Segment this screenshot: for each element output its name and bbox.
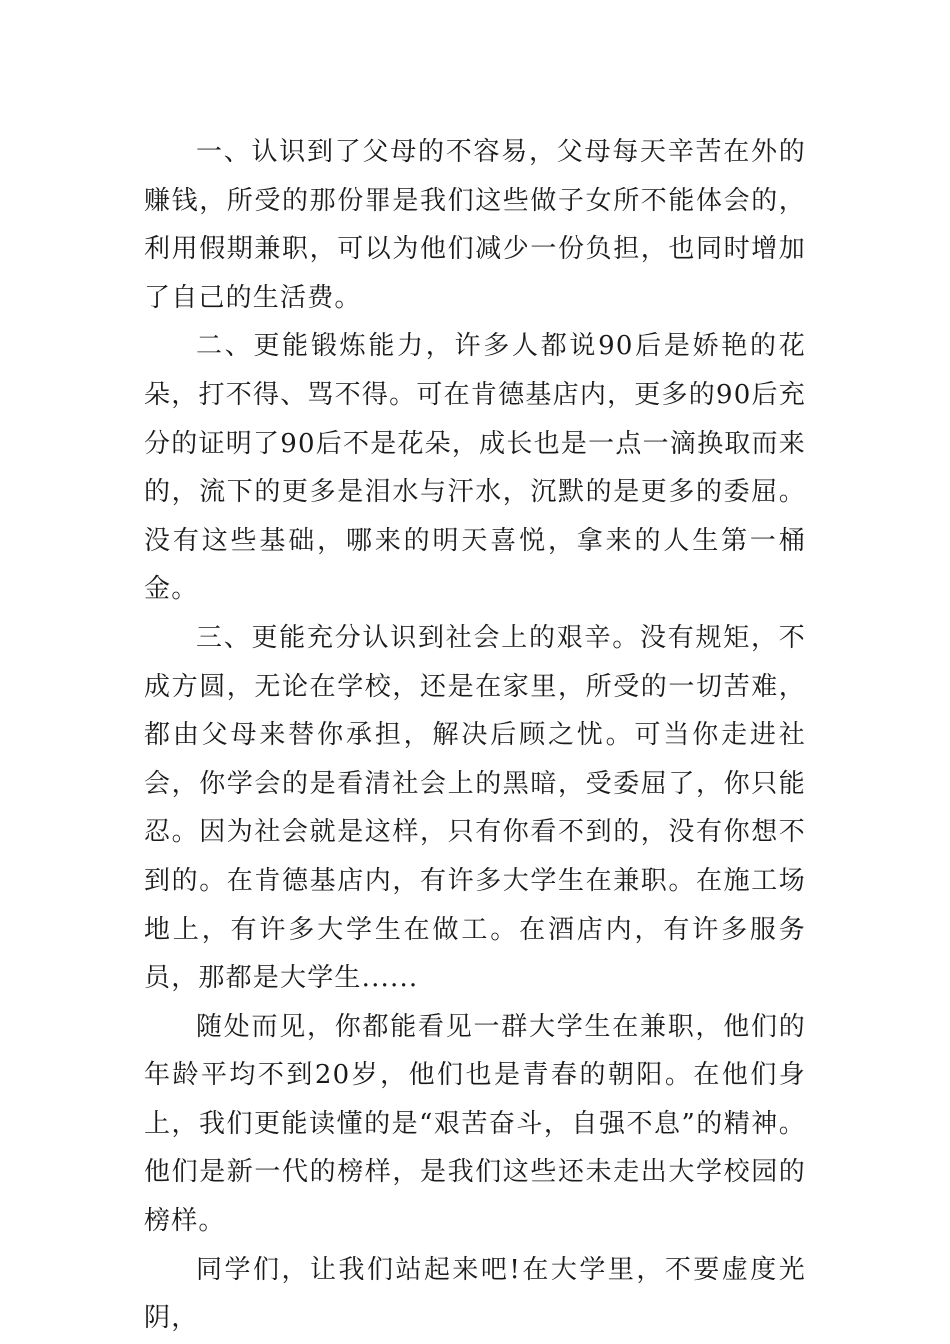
paragraph-2: 二、更能锻炼能力，许多人都说90后是娇艳的花朵，打不得、骂不得。可在肯德基店内，更多的90后充分的证明了90后不是花朵，成长也是一点一滴换取而来的，流下的更多是泪水与汗水，沉默的是更多的委屈。没有这些基础，哪来的明天喜悦，拿来的人生第一桶金。 <box>144 331 806 605</box>
paragraph-1: 一、认识到了父母的不容易，父母每天辛苦在外的赚钱，所受的那份罪是我们这些做子女所不能体会的，利用假期兼职，可以为他们减少一份负担，也同时增加了自己的生活费。 <box>144 137 806 313</box>
paragraph-4: 随处而见，你都能看见一群大学生在兼职，他们的年龄平均不到20岁，他们也是青春的朝阳。在他们身上，我们更能读懂的是“艰苦奋斗，自强不息”的精神。他们是新一代的榜样，是我们这些还未走出大学校园的榜样。 <box>144 1011 806 1237</box>
paragraph-3: 三、更能充分认识到社会上的艰辛。没有规矩，不成方圆，无论在学校，还是在家里，所受的一切苦难，都由父母来替你承担，解决后顾之忧。可当你走进社会，你学会的是看清社会上的黑暗，受委屈了，你只能忍。因为社会就是这样，只有你看不到的，没有你想不到的。在肯德基店内，有许多大学生在兼职。在施工场地上，有许多大学生在做工。在酒店内，有许多服务员，那都是大学生...... <box>144 622 806 994</box>
paragraph-5: 同学们，让我们站起来吧!在大学里，不要虚度光阴， <box>144 1254 806 1334</box>
document-body <box>144 128 806 1343</box>
